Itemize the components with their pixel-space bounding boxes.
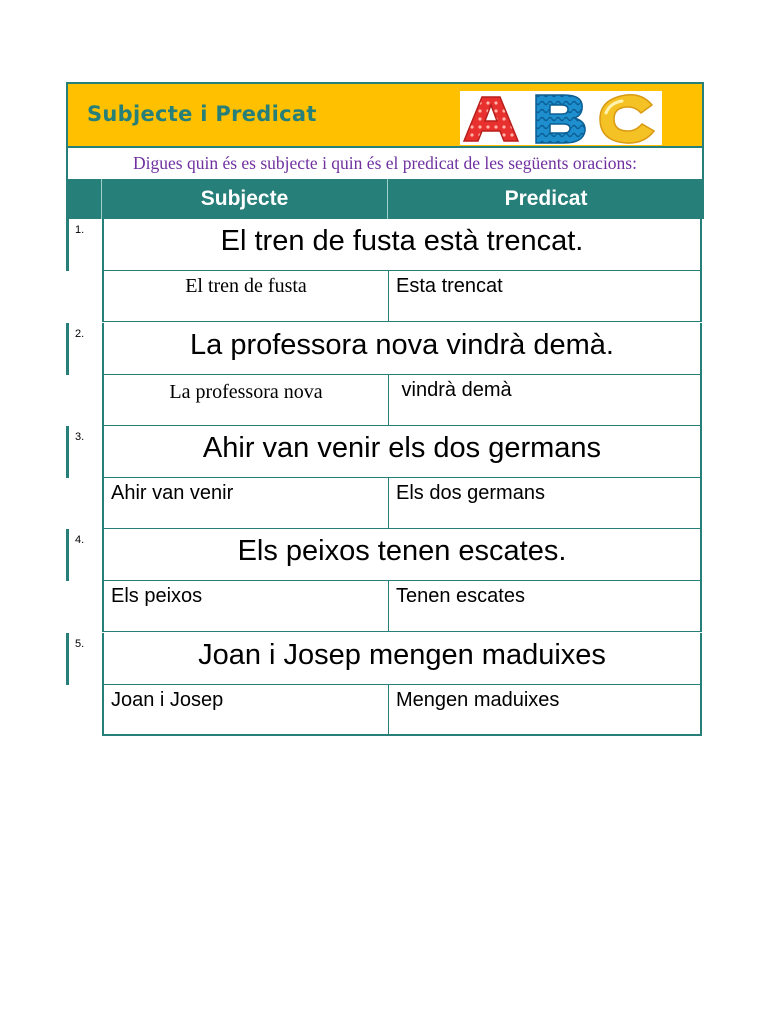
exercise-item [66,529,704,632]
worksheet [66,82,704,738]
table-header [66,179,704,219]
exercise-item [66,219,704,322]
exercise-item [66,633,704,736]
worksheet-header [66,82,704,148]
exercise-sentence: La professora nova vindrà demà. [102,323,702,375]
subject-column-header: Subjecte [200,187,289,210]
letter-b-icon [536,95,585,143]
subject-answer[interactable]: Ahir van venir [104,478,389,528]
item-marker [66,633,69,685]
subject-answer[interactable]: La professora nova [104,375,389,425]
item-number: 2. [75,328,85,340]
predicate-answer[interactable]: Els dos germans [396,482,545,504]
item-number: 5. [75,638,85,650]
item-marker [66,323,69,375]
exercise-sentence: Els peixos tenen escates. [102,529,702,581]
letter-a-icon [464,97,518,141]
worksheet-title: Subjecte i Predicat [87,102,317,126]
predicate-answer[interactable]: Mengen maduixes [396,689,560,711]
answer-row [102,685,702,736]
answer-row [102,581,702,632]
exercise-sentence: Ahir van venir els dos germans [102,426,702,478]
exercise-sentence: El tren de fusta està trencat. [102,219,702,271]
item-number: 4. [75,534,85,546]
item-number: 1. [75,224,85,236]
answer-row [102,271,702,322]
predicate-answer[interactable]: Esta trencat [396,275,503,297]
predicate-answer[interactable]: vindrà demà [396,379,512,401]
subject-answer[interactable]: El tren de fusta [104,271,389,321]
item-marker [66,426,69,478]
abc-logo [460,91,662,145]
item-number: 3. [75,431,85,443]
item-marker [66,529,69,581]
subject-answer[interactable]: Els peixos [104,581,389,631]
answer-row [102,375,702,426]
answer-row [102,478,702,529]
predicate-column-header: Predicat [387,179,704,219]
exercise-item [66,426,704,529]
exercise-sentence: Joan i Josep mengen maduixes [102,633,702,685]
number-column-header [66,179,102,219]
letter-c-icon [600,95,654,143]
item-marker [66,219,69,271]
exercise-item [66,323,704,426]
instruction-text: Digues quin és es subjecte i quin és el predicat de les següents oracions: [66,148,704,179]
subject-answer[interactable]: Joan i Josep [104,685,389,734]
predicate-answer[interactable]: Tenen escates [396,585,525,607]
